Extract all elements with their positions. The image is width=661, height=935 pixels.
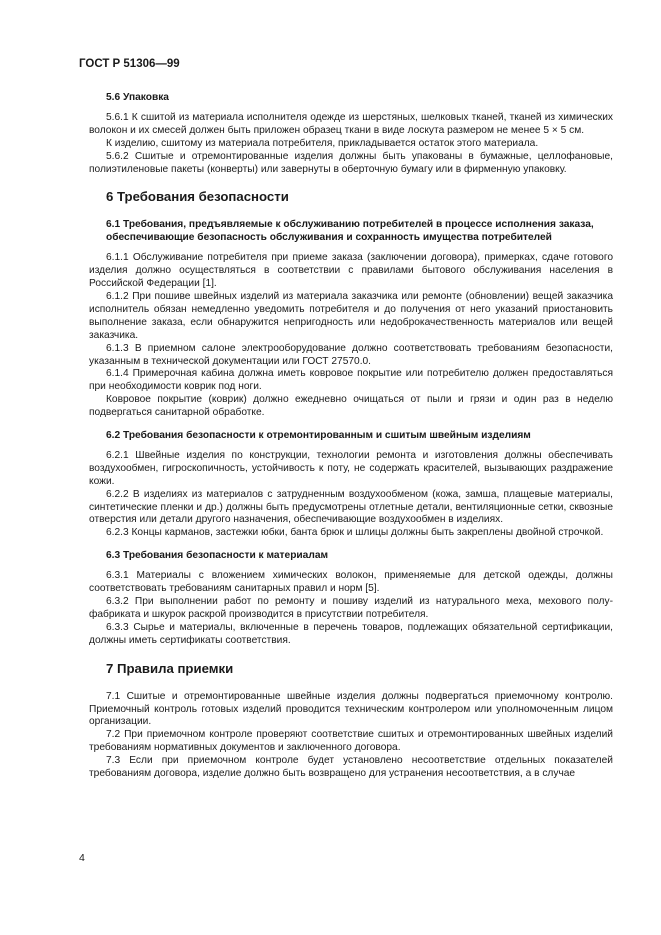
paragraph-6-1-1: 6.1.1 Обслуживание потребителя при приеме заказа (заключении договора), примерках, сдаче готового изделия должно осуществляться в соответствии с правилами бытового обслуживания населения в Российской Федерации [1]. <box>89 252 613 290</box>
paragraph-6-2-1: 6.2.1 Швейные изделия по конструкции, технологии ремонта и изготовления должны обеспечивать воздухообмен, гигроскопичность, устойчивость к поту, не содержать красителей, вызывающих раздражение кожи. <box>89 449 613 487</box>
page-number: 4 <box>79 852 85 864</box>
paragraph-6-1-3: 6.1.3 В приемном салоне электрооборудование должно соответствовать требованиям безопасности, указанным в технической документации или ГОСТ 27570.0. <box>89 342 613 367</box>
paragraph-6-3-3: 6.3.3 Сырье и материалы, включенные в перечень товаров, подлежащих обязательной сертификации, должны иметь сертификаты соответствия. <box>89 621 613 646</box>
paragraph-6-3-1: 6.3.1 Материалы с вложением химических волокон, применяемые для детской одежды, должны соответствовать требованиям санитарных правил и норм [5]. <box>89 570 613 595</box>
paragraph-7-1: 7.1 Сшитые и отремонтированные швейные изделия должны подвергаться приемочному контролю. Приемочный контроль готовых изделий проводится техническим контролером или уполномоченным лицом организации. <box>89 690 613 728</box>
paragraph-6-1-4: 6.1.4 Примерочная кабина должна иметь ковровое покрытие или потребителю должен предоставляться при необходимости коврик под ноги. <box>89 368 613 393</box>
section-6-3-title: 6.3 Требования безопасности к материалам <box>106 550 329 562</box>
paragraph-7-3: 7.3 Если при приемочном контроле будет установлено несоответствие отдельных показателей требованиям договора, изделие должно быть возвращено для устранения несоответствия, а в случае <box>89 755 613 780</box>
paragraph-6-2-2: 6.2.2 В изделиях из материалов с затрудненным воздухообменом (кожа, замша, плащевые материалы, синтетические пленки и др.) должны быть предусмотрены отлетные детали, вентиляционные сетки, сквозные отверстия или детали другого назначения, обеспечивающие воздухообмен в изделиях. <box>89 488 613 526</box>
section-7-title: 7 Правила приемки <box>106 660 234 676</box>
paragraph-7-2: 7.2 При приемочном контроле проверяют соответствие сшитых и отремонтированных швейных изделий требованиям нормативных документов и заключенного договора. <box>89 729 613 754</box>
document-body <box>89 92 613 781</box>
paragraph-6-2-3: 6.2.3 Концы карманов, застежки юбки, банта брюк и шлицы должны быть закреплены двойной строчкой. <box>106 527 604 539</box>
section-6-title: 6 Требования безопасности <box>106 189 289 205</box>
paragraph-6-1-4-b: Ковровое покрытие (коврик) должно ежедневно очищаться от пыли и грязи и один раз в неделю подвергаться санитарной обработке. <box>89 394 613 419</box>
paragraph-6-3-2: 6.3.2 При выполнении работ по ремонту и пошиву изделий из натурального меха, мехового полуфабриката и шкурок раскрой производится в присутствии потребителя. <box>89 596 613 620</box>
paragraph-5-6-1-b: К изделию, сшитому из материала потребителя, прикладывается остаток этого материала. <box>106 137 539 149</box>
section-6-2-title: 6.2 Требования безопасности к отремонтированным и сшитым швейным изделиям <box>106 430 531 442</box>
paragraph-5-6-2: 5.6.2 Сшитые и отремонтированные изделия должны быть упакованы в бумажные, целлофановые, полиэтиленовые пакеты (конверты) или завернуты в оберточную бумагу или в фирменную упаковку. <box>89 150 613 175</box>
section-5-6-title: 5.6 Упаковка <box>106 92 169 103</box>
paragraph-5-6-1: 5.6.1 К сшитой из материала исполнителя одежде из шерстяных, шелковых тканей, тканей из химических волокон и их смесей должен быть приложен образец ткани в виде лоскута размером не менее 5 × 5 см. <box>89 111 613 136</box>
section-6-1-title: 6.1 Требования, предъявляемые к обслуживанию потребителей в процессе исполнения заказа, обеспечивающие безопасность обслуживания и сохранность имущества потребителей <box>106 219 594 244</box>
paragraph-6-1-2: 6.1.2 При пошиве швейных изделий из материала заказчика или ремонте (обновлении) вещей заказчика исполнитель обязан немедленно уведомить потребителя и до получения от него указаний приостановить выполнение заказа, если обнаружится непригодность или недоброкачественность материалов или вещей заказчика. <box>89 290 613 341</box>
document-code: ГОСТ Р 51306—99 <box>79 58 180 70</box>
